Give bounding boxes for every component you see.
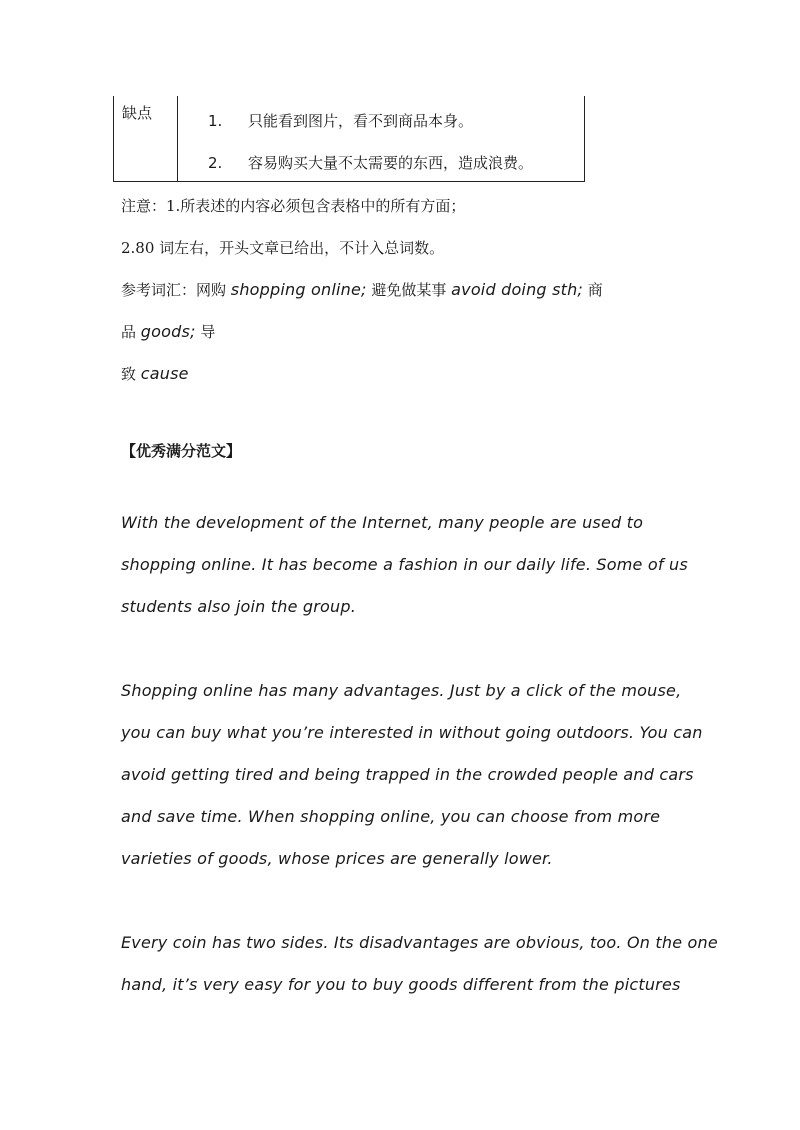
table-item-1 bbox=[208, 110, 473, 131]
essay-p2-line: you can buy what you’re interested in without going outdoors. You can bbox=[121, 723, 703, 742]
essay-p2-line: and save time. When shopping online, you can choose from more bbox=[121, 807, 661, 826]
vocab-cause-cn2: 致 bbox=[121, 365, 141, 383]
vocab-prefix: 参考词汇：网购 bbox=[121, 281, 231, 299]
essay-p3-line: hand, it’s very easy for you to buy goods different from the pictures bbox=[121, 975, 681, 994]
essay-p2-line: avoid getting tired and being trapped in the crowded people and cars bbox=[121, 765, 694, 784]
vocab-cause-cn1: 导 bbox=[195, 323, 216, 341]
table-item-2 bbox=[208, 152, 533, 173]
vocab-avoid-en: avoid doing sth; bbox=[451, 280, 584, 299]
disadvantages-table bbox=[113, 96, 585, 182]
essay-p1-line: shopping online. It has become a fashion in our daily life. Some of us bbox=[121, 555, 688, 574]
vocab-line-2 bbox=[121, 321, 215, 342]
essay-p1-line: students also join the group. bbox=[121, 597, 357, 616]
essay-p2-line: varieties of goods, whose prices are generally lower. bbox=[121, 849, 553, 868]
vocab-avoid-cn: 避免做某事 bbox=[366, 281, 452, 299]
vocab-cause-en: cause bbox=[140, 364, 189, 383]
section-heading: 【优秀满分范文】 bbox=[121, 442, 242, 460]
essay-p1-line: With the development of the Internet, many people are used to bbox=[121, 513, 644, 532]
note-line-2: 2.80 词左右，开头文章已给出，不计入总词数。 bbox=[121, 239, 445, 257]
table-item-index: 2. bbox=[208, 154, 223, 172]
essay-p2-line: Shopping online has many advantages. Just by a click of the mouse, bbox=[121, 681, 682, 700]
table-divider bbox=[177, 96, 178, 181]
vocab-line-3 bbox=[121, 363, 189, 384]
table-item-text: 只能看到图片，看不到商品本身。 bbox=[248, 112, 474, 130]
note-line-1: 注意：1.所表述的内容必须包含表格中的所有方面； bbox=[121, 197, 466, 215]
table-label: 缺点 bbox=[122, 104, 153, 122]
essay-p3-line: Every coin has two sides. Its disadvantages are obvious, too. On the one bbox=[121, 933, 718, 952]
vocab-goods-cn1: 商 bbox=[583, 281, 603, 299]
vocab-goods-en: goods; bbox=[140, 322, 196, 341]
table-item-index: 1. bbox=[208, 112, 223, 130]
vocab-goods-cn2: 品 bbox=[121, 323, 141, 341]
table-item-text: 容易购买大量不太需要的东西，造成浪费。 bbox=[248, 154, 534, 172]
vocab-shopping: shopping online; bbox=[230, 280, 367, 299]
vocab-line-1 bbox=[121, 279, 603, 300]
